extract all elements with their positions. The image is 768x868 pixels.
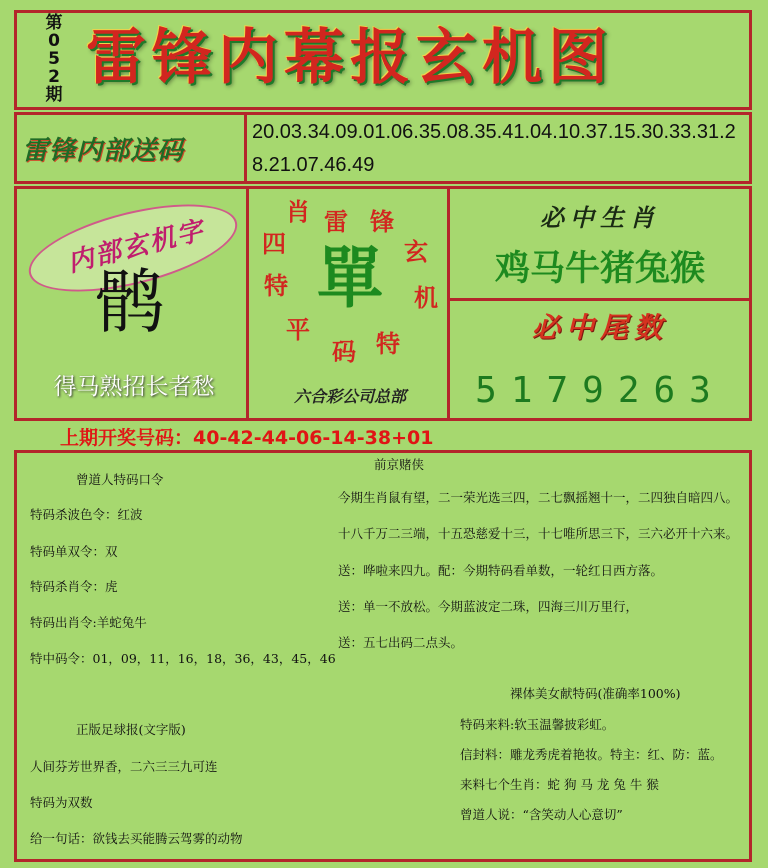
- ring-char: 机: [414, 284, 438, 312]
- divider: [447, 189, 450, 418]
- right-line: 曾道人说：“含笑动人心意切”: [460, 807, 623, 822]
- ring-char: 锋: [370, 208, 394, 236]
- left-line: 特码出肖令:羊蛇兔牛: [30, 615, 147, 630]
- mystery-riddle: 得马熟招长者愁: [53, 374, 215, 400]
- tail-values: 5179263: [475, 370, 725, 411]
- issue-char: 2: [48, 67, 60, 87]
- issue-char: 期: [45, 85, 63, 105]
- tail-title: 必中尾数: [531, 311, 668, 344]
- issue-char: 5: [48, 49, 60, 69]
- main-title: 雷锋内幕报玄机图: [86, 23, 614, 93]
- ring-char: 码: [332, 338, 356, 366]
- left-section-title: 曾道人特码口令: [76, 472, 164, 487]
- left-section-title: 正版足球报(文字版): [76, 722, 186, 737]
- ring-char: 雷: [324, 208, 348, 236]
- numbers-list: 20.03.34.09.01.06.35.08.35.41.04.10.37.15.30.33.31.28.21.07.46.49: [252, 121, 736, 176]
- right-line: 今期生肖鼠有望，二一荣光选三四，二七飘摇翘十一，二四独自暗四八。: [338, 490, 739, 505]
- ring-char: 玄: [404, 238, 428, 266]
- divider: [449, 298, 749, 301]
- last-draw-results: 上期开奖号码：40-42-44-06-14-38+01: [60, 427, 434, 449]
- mystery-character: 鹘: [95, 261, 165, 343]
- right-section-title: 前京赌侠: [374, 457, 425, 472]
- company-label: 六合彩公司总部: [293, 387, 406, 406]
- right-line: 十八千万二三端，十五恐慈爱十三，十七唯所思三下，三六必开十六来。: [338, 526, 739, 541]
- divider: [244, 115, 247, 181]
- right-line: 送：单一不放松。今期蓝波定二珠，四海三川万里行，: [338, 599, 639, 614]
- ring-char: 特: [264, 272, 288, 300]
- issue-number: [40, 14, 68, 108]
- ring-char: 四: [262, 230, 286, 258]
- right-line: 送：哗啦来四九。配：今期特码看单数，一轮红日西方落。: [338, 563, 664, 578]
- left-line: 特码杀肖令：虎: [30, 579, 118, 594]
- zodiac-values: 鸡马牛猪兔猴: [494, 248, 705, 289]
- center-character: 單: [317, 239, 383, 317]
- mystery-label: 内部玄机字: [64, 215, 208, 279]
- right-line: 送：五七出码二点头。: [338, 635, 464, 650]
- left-line: 特码为双数: [30, 795, 93, 810]
- ring-char: 肖: [286, 198, 310, 226]
- zodiac-title: 必中生肖: [540, 204, 660, 232]
- left-line: 人间芬芳世界香，二六三三九可连: [30, 759, 218, 774]
- divider: [246, 189, 249, 418]
- left-line: 特中码令：01，09，11，16，18，36，43，45，46: [30, 651, 336, 666]
- left-line: 给一句话：欲钱去买能腾云驾雾的动物: [30, 831, 243, 846]
- left-line: 特码单双令：双: [30, 544, 118, 559]
- right-line: 信封料：雕龙秀虎着艳妆。特主：红、防：蓝。: [460, 747, 723, 762]
- right-section-title: 裸体美女献特码(准确率100%): [510, 686, 681, 701]
- ring-char: 平: [286, 316, 310, 344]
- issue-char: 第: [45, 13, 63, 33]
- ring-char: 特: [376, 330, 400, 358]
- right-line: 特码来料:软玉温馨披彩虹。: [460, 717, 615, 732]
- issue-char: 0: [48, 31, 60, 51]
- right-line: 来料七个生肖：蛇 狗 马 龙 兔 牛 猴: [460, 777, 659, 792]
- left-line: 特码杀波色令：红波: [30, 507, 143, 522]
- numbers-row-title: 雷锋内部送码: [22, 136, 185, 166]
